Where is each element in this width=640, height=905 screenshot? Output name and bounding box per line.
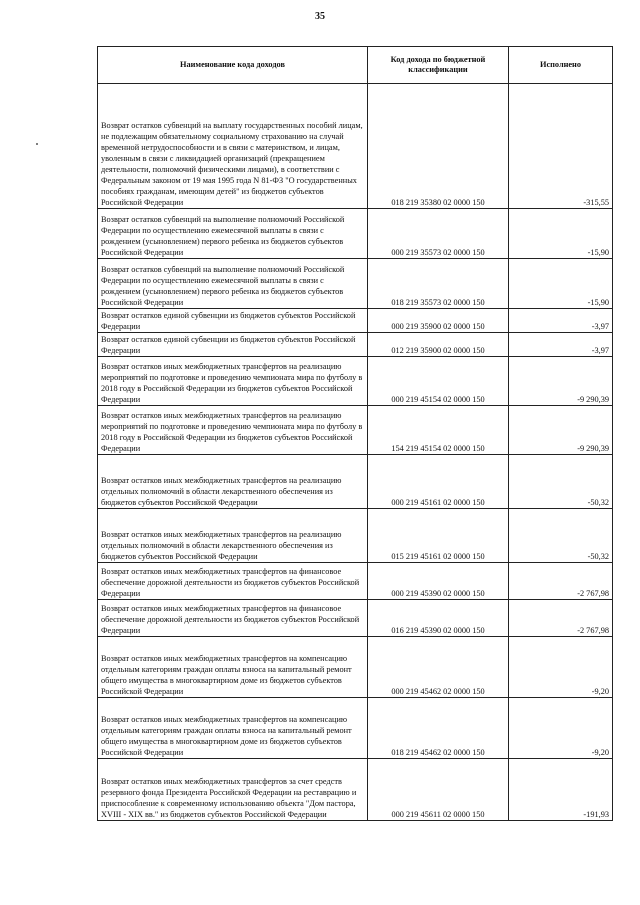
row-code: 154 219 45154 02 0000 150 [368, 406, 509, 455]
row-code: 018 219 35380 02 0000 150 [368, 84, 509, 209]
row-name: Возврат остатков субвенций на выполнение полномочий Российской Федерации по осуществлению ежемесячной выплаты в связи с рождением (усыновлением) первого ребенка из бюджетов субъектов Российской Федерации [98, 259, 368, 309]
table-row [98, 455, 613, 509]
table-row [98, 333, 613, 357]
table-row [98, 209, 613, 259]
row-value: -3,97 [509, 333, 613, 357]
row-value: -315,55 [509, 84, 613, 209]
row-value: -2 767,98 [509, 563, 613, 600]
row-code: 018 219 45462 02 0000 150 [368, 698, 509, 759]
row-name: Возврат остатков единой субвенции из бюджетов субъектов Российской Федерации [98, 333, 368, 357]
row-value: -191,93 [509, 759, 613, 821]
row-name: Возврат остатков иных межбюджетных трансфертов за счет средств резервного фонда Президента Российской Федерации на реставрацию и приспособление к современному использованию объекта "Дом пастора, XVIII - XIX вв." из бюджетов субъектов Российской Федерации [98, 759, 368, 821]
margin-dot [36, 143, 38, 145]
row-code: 000 219 45611 02 0000 150 [368, 759, 509, 821]
row-value: -50,32 [509, 509, 613, 563]
table-row [98, 406, 613, 455]
table-row [98, 600, 613, 637]
row-name: Возврат остатков субвенций на выплату государственных пособий лицам, не подлежащим обязательному социальному страхованию на случай временной нетрудоспособности и в связи с материнством, и лицам, уволенным в связи с ликвидацией организаций (прекращением деятельности, полномочий физическими лицами), в соответствии с Федеральным законом от 19 мая 1995 года N 81-ФЗ "О государственных пособиях гражданам, имеющим детей" из бюджетов субъектов Российской Федерации [98, 84, 368, 209]
row-name: Возврат остатков иных межбюджетных трансфертов на реализацию отдельных полномочий в области лекарственного обеспечения из бюджетов субъектов Российской Федерации [98, 509, 368, 563]
row-value: -9,20 [509, 698, 613, 759]
row-code: 012 219 35900 02 0000 150 [368, 333, 509, 357]
row-name: Возврат остатков иных межбюджетных трансфертов на компенсацию отдельным категориям граждан оплаты взноса на капитальный ремонт общего имущества в многоквартирном доме из бюджетов субъектов Российской Федерации [98, 698, 368, 759]
page-number: 35 [315, 11, 325, 22]
header-name: Наименование кода доходов [98, 47, 368, 84]
row-value: -15,90 [509, 259, 613, 309]
row-code: 000 219 45161 02 0000 150 [368, 455, 509, 509]
table-row [98, 563, 613, 600]
row-value: -9 290,39 [509, 357, 613, 406]
row-name: Возврат остатков иных межбюджетных трансфертов на финансовое обеспечение дорожной деятельности из бюджетов субъектов Российской Федерации [98, 600, 368, 637]
revenue-table [97, 46, 613, 821]
row-name: Возврат остатков субвенций на выполнение полномочий Российской Федерации по осуществлению ежемесячной выплаты в связи с рождением (усыновлением) первого ребенка из бюджетов субъектов Российской Федерации [98, 209, 368, 259]
row-code: 000 219 35900 02 0000 150 [368, 309, 509, 333]
row-code: 000 219 45462 02 0000 150 [368, 637, 509, 698]
row-code: 015 219 45161 02 0000 150 [368, 509, 509, 563]
row-code: 000 219 45154 02 0000 150 [368, 357, 509, 406]
row-name: Возврат остатков иных межбюджетных трансфертов на финансовое обеспечение дорожной деятельности из бюджетов субъектов Российской Федерации [98, 563, 368, 600]
table-row [98, 698, 613, 759]
row-name: Возврат остатков иных межбюджетных трансфертов на реализацию мероприятий по подготовке и проведению чемпионата мира по футболу в 2018 году в Российской Федерации из бюджетов субъектов Российской Федерации [98, 406, 368, 455]
table-row [98, 637, 613, 698]
row-value: -2 767,98 [509, 600, 613, 637]
header-value: Исполнено [509, 47, 613, 84]
table-row [98, 309, 613, 333]
row-name: Возврат остатков иных межбюджетных трансфертов на реализацию отдельных полномочий в области лекарственного обеспечения из бюджетов субъектов Российской Федерации [98, 455, 368, 509]
row-code: 000 219 45390 02 0000 150 [368, 563, 509, 600]
row-value: -15,90 [509, 209, 613, 259]
table-row [98, 84, 613, 209]
table-row [98, 759, 613, 821]
row-value: -9,20 [509, 637, 613, 698]
row-value: -9 290,39 [509, 406, 613, 455]
row-name: Возврат остатков иных межбюджетных трансфертов на компенсацию отдельным категориям граждан оплаты взноса на капитальный ремонт общего имущества в многоквартирном доме из бюджетов субъектов Российской Федерации [98, 637, 368, 698]
header-code: Код дохода по бюджетной классификации [368, 47, 509, 84]
table-row [98, 259, 613, 309]
table-row [98, 509, 613, 563]
row-code: 016 219 45390 02 0000 150 [368, 600, 509, 637]
table-row [98, 357, 613, 406]
row-value: -50,32 [509, 455, 613, 509]
row-name: Возврат остатков единой субвенции из бюджетов субъектов Российской Федерации [98, 309, 368, 333]
row-code: 000 219 35573 02 0000 150 [368, 209, 509, 259]
table-header-row [98, 47, 613, 84]
row-code: 018 219 35573 02 0000 150 [368, 259, 509, 309]
row-name: Возврат остатков иных межбюджетных трансфертов на реализацию мероприятий по подготовке и проведению чемпионата мира по футболу в 2018 году в Российской Федерации из бюджетов субъектов Российской Федерации [98, 357, 368, 406]
row-value: -3,97 [509, 309, 613, 333]
